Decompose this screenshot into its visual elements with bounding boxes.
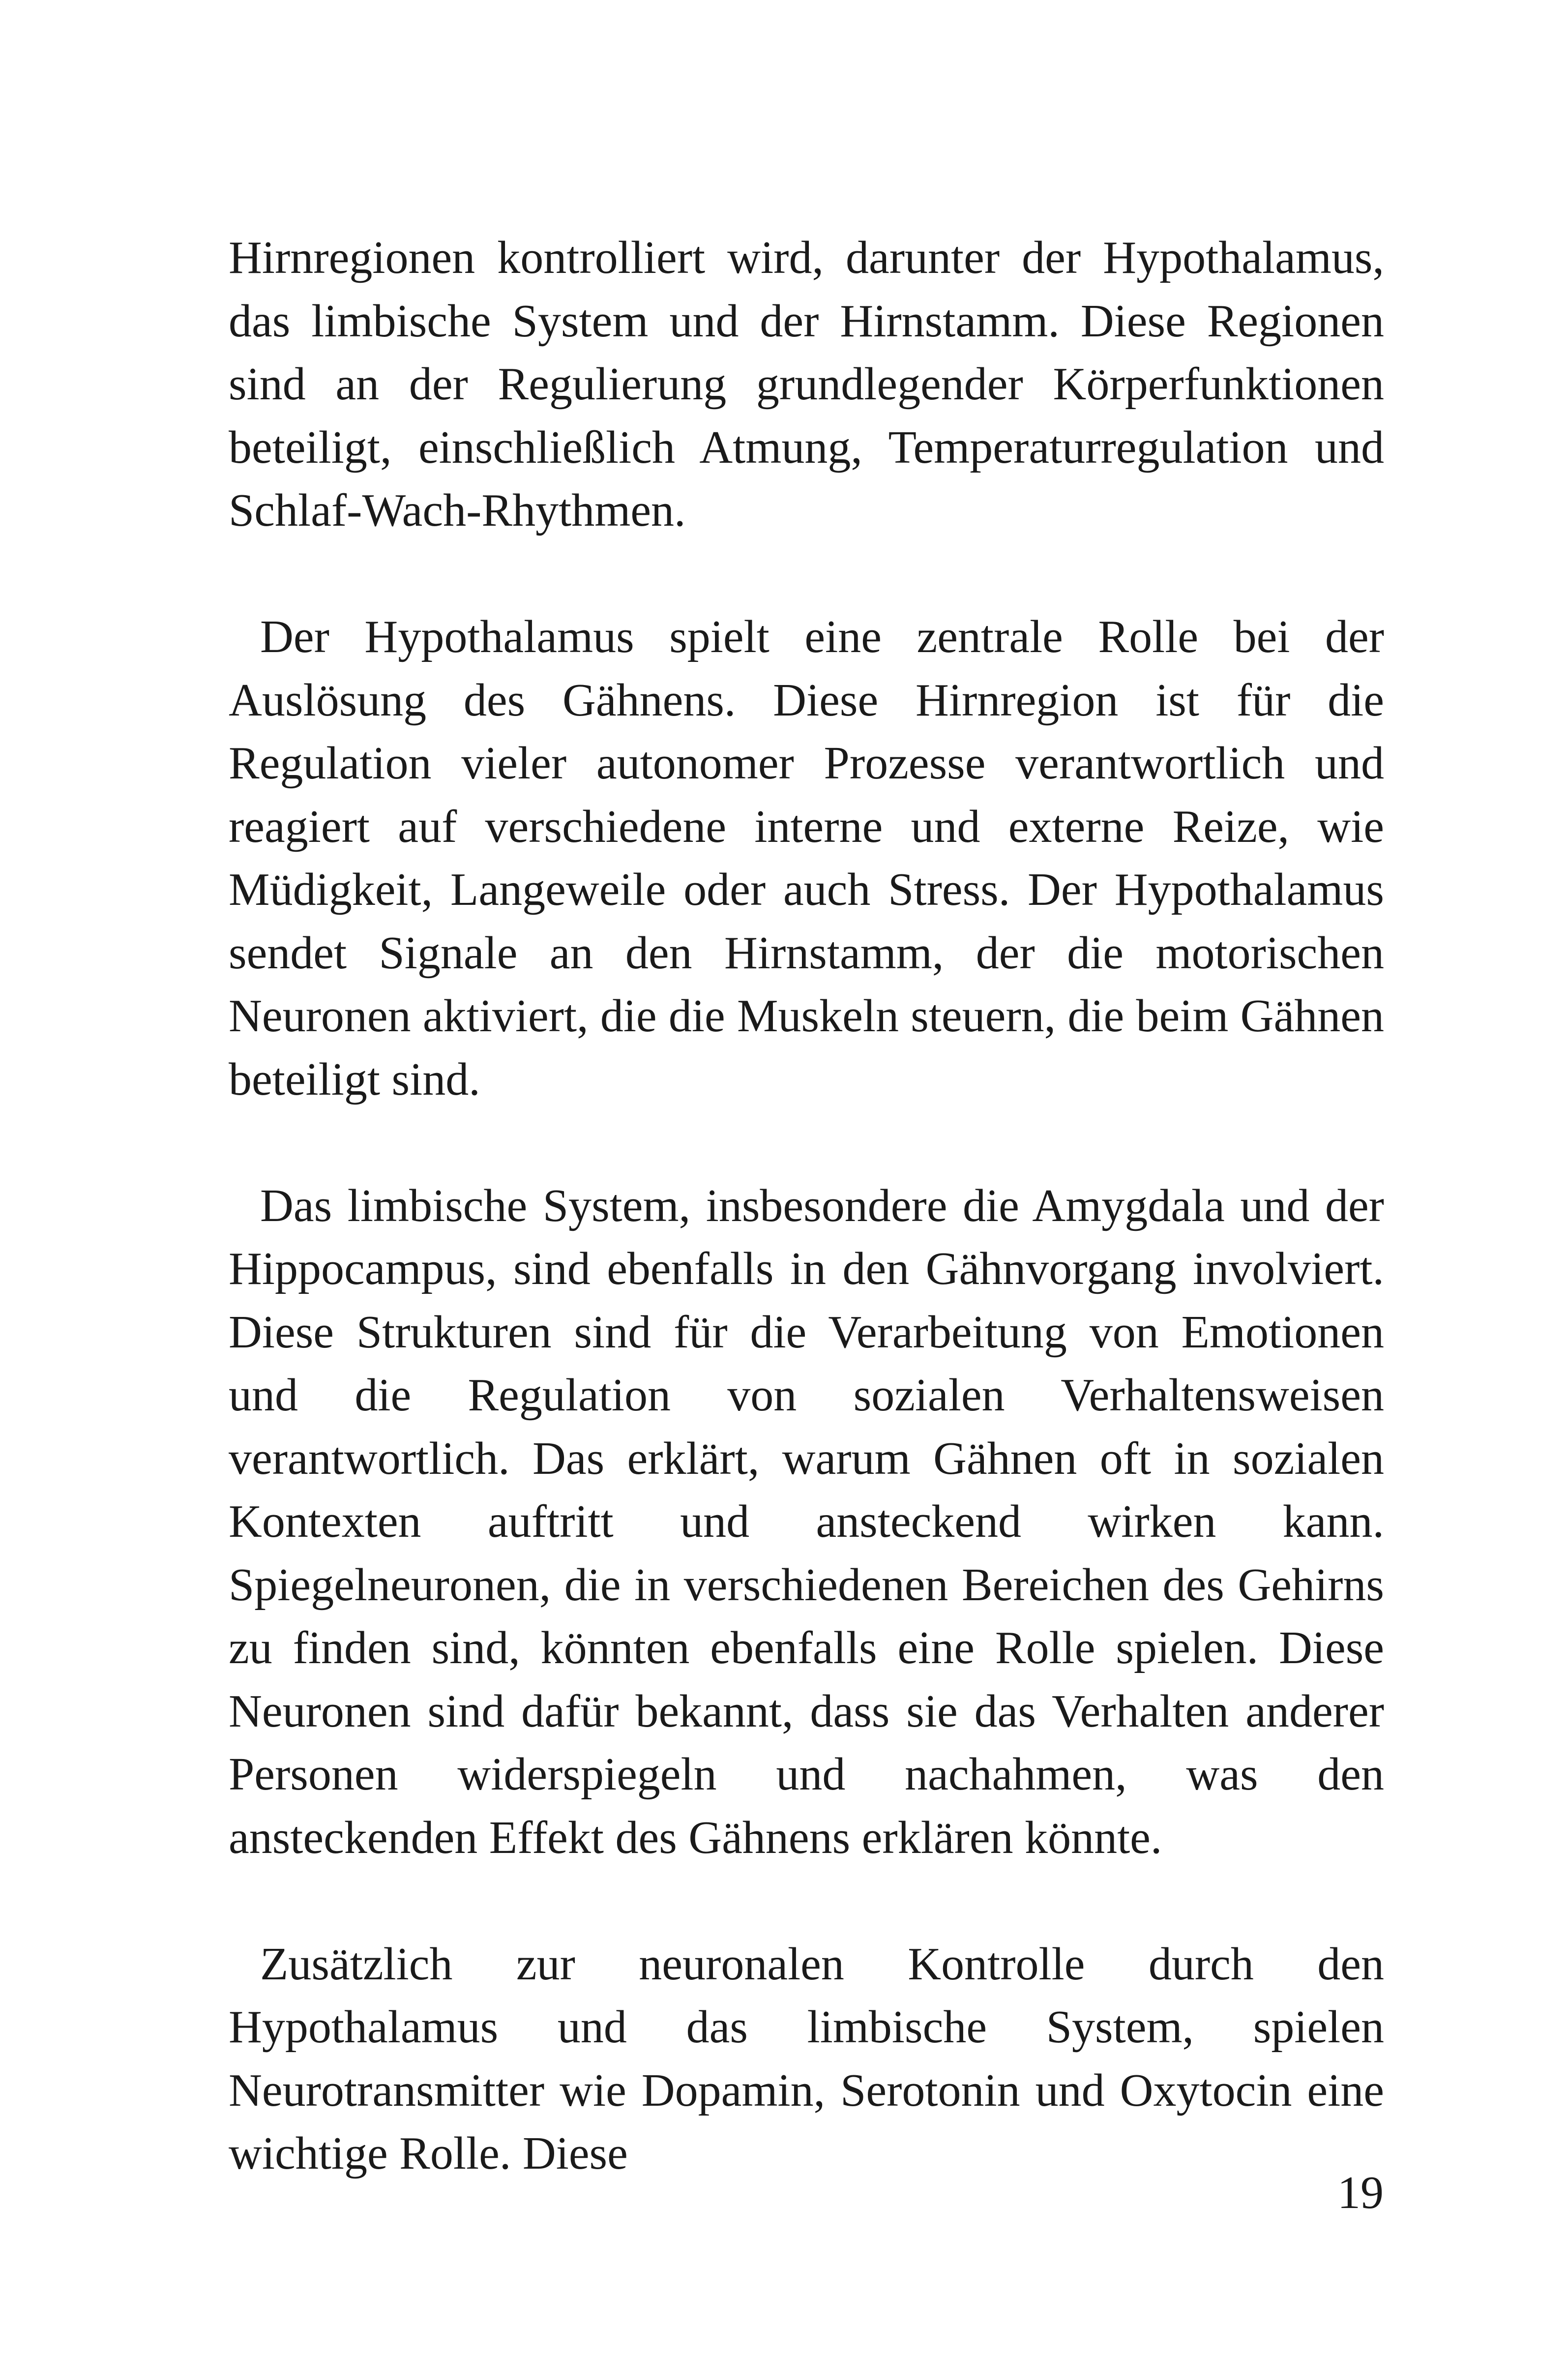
paragraph-3: Das limbische System, insbesondere die Amygdala und der Hippocampus, sind ebenfalls in den Gähnvorgang involviert. Diese Strukturen sind für die Verarbeitung von Emotionen und die Regulation von sozialen Verhaltensweisen verantwortlich. Das erklärt, warum Gähnen oft in sozialen Kontexten auftritt und ansteckend wirken kann. Spiegelneuronen, die in verschiedenen Bereichen des Gehirns zu finden sind, könnten ebenfalls eine Rolle spielen. Diese Neuronen sind dafür bekannt, dass sie das Verhalten anderer Personen widerspiegeln und nachahmen, was den ansteckenden Effekt des Gähnens erklären könnte. [229,1180,1384,1863]
paragraph-2: Der Hypothalamus spielt eine zentrale Rolle bei der Auslösung des Gähnens. Diese Hirnregion ist für die Regulation vieler autonomer Prozesse verantwortlich und reagiert auf verschiedene interne und externe Reize, wie Müdigkeit, Langeweile oder auch Stress. Der Hypothalamus sendet Signale an den Hirnstamm, der die motorischen Neuronen aktiviert, die die Muskeln steuern, die beim Gähnen beteiligt sind. [229,611,1384,1105]
body-text [229,226,1384,2185]
paragraph-4: Zusätzlich zur neuronalen Kontrolle durch den Hypothalamus und das limbische System, spielen Neurotransmitter wie Dopamin, Serotonin und Oxytocin eine wichtige Rolle. Diese [229,1938,1384,2179]
paragraph-1: Hirnregionen kontrolliert wird, darunter der Hypothalamus, das limbische System und der Hirnstamm. Diese Regionen sind an der Regulierung grundlegender Körperfunktionen beteiligt, einschließlich Atmung, Temperaturregulation und Schlaf-Wach-Rhythmen. [229,232,1384,536]
page-number: 19 [1337,2167,1384,2218]
